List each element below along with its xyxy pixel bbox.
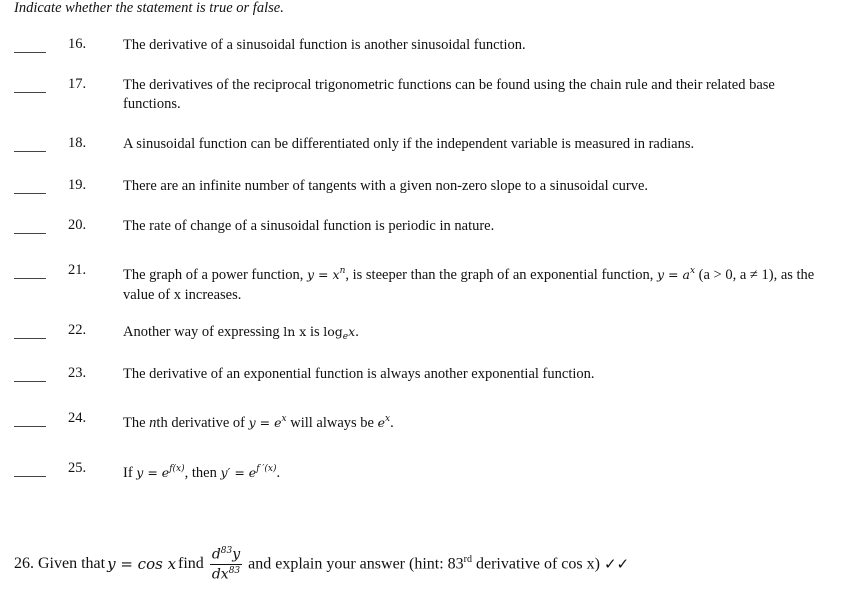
question-number: 21. xyxy=(68,262,87,278)
q26-suffix-end: derivative of cos x) xyxy=(472,555,600,573)
exponent: x xyxy=(689,266,696,276)
math-expression: y′ = e xyxy=(220,465,257,480)
question-text: There are an infinite number of tangents with a given non-zero slope to a sinusoidal curve. xyxy=(123,178,649,194)
exponent: x xyxy=(281,414,287,424)
answer-blank-18[interactable] xyxy=(14,151,46,152)
derivative-fraction xyxy=(210,546,242,582)
q26-function: y = cos x xyxy=(107,555,177,573)
denominator-dx: dx xyxy=(211,566,229,583)
q26-suffix-text: and explain your answer (hint: 83 xyxy=(248,555,464,573)
text-segment: will always be xyxy=(286,415,378,431)
ordinal-suffix: rd xyxy=(463,554,472,566)
log-argument: x xyxy=(348,324,356,339)
text-segment: . xyxy=(276,465,281,481)
answer-blank-25[interactable] xyxy=(14,476,46,477)
exponent: n xyxy=(339,266,346,276)
text-segment: If xyxy=(123,465,137,481)
question-number: 23. xyxy=(68,365,87,381)
math-expression: y = e xyxy=(248,415,282,430)
ln-expression: ln x xyxy=(283,324,307,339)
answer-blank-21[interactable] xyxy=(14,278,46,279)
text-segment: , then xyxy=(184,465,221,481)
question-number: 16. xyxy=(68,36,87,52)
question-text xyxy=(123,410,823,433)
answer-blank-24[interactable] xyxy=(14,426,46,427)
text-segment: The xyxy=(123,415,150,431)
derivative-formula xyxy=(220,465,276,480)
check-marks-icon: ✓✓ xyxy=(603,555,630,573)
q26-find: find xyxy=(178,555,204,572)
question-text: The derivatives of the reciprocal trigonometric functions can be found using the chain rule and their related base functions. xyxy=(123,77,775,112)
numerator-d: d xyxy=(211,546,221,563)
question-text: A sinusoidal function can be differentiated only if the independent variable is measured in radians. xyxy=(123,136,695,152)
q26-prefix: 26. Given that xyxy=(14,555,106,572)
text-segment: (a > 0, a ≠ 1), as the value of x increases. xyxy=(123,267,815,303)
text-segment: Another way of expressing xyxy=(123,324,284,340)
question-number: 19. xyxy=(68,177,87,193)
log-word: log xyxy=(323,324,343,339)
power-function-formula xyxy=(307,267,345,282)
math-expression: y = e xyxy=(136,465,170,480)
log-expression xyxy=(323,324,356,342)
text-segment: The graph of a power function, xyxy=(123,267,308,283)
answer-blank-20[interactable] xyxy=(14,233,46,234)
question-number: 17. xyxy=(68,76,87,92)
function-formula xyxy=(136,465,184,480)
numerator-var: y xyxy=(232,546,241,563)
answer-blank-17[interactable] xyxy=(14,92,46,93)
exponent: f ′(x) xyxy=(256,464,277,474)
fraction-numerator xyxy=(210,546,242,565)
question-text: The rate of change of a sinusoidal function is periodic in nature. xyxy=(123,218,495,234)
text-segment-italic: n xyxy=(149,415,157,431)
exponential-function-formula xyxy=(657,267,695,282)
exponent: x xyxy=(385,414,391,424)
question-text xyxy=(123,460,823,483)
math-expression: e xyxy=(377,415,386,430)
instructions: Indicate whether the statement is true or false. xyxy=(14,0,284,16)
question-26 xyxy=(14,542,629,586)
exponent: f(x) xyxy=(169,464,185,474)
text-segment: , is steeper than the graph of an exponential function, xyxy=(345,267,658,283)
question-text: The derivative of a sinusoidal function is another sinusoidal function. xyxy=(123,37,526,53)
answer-blank-22[interactable] xyxy=(14,338,46,339)
question-number: 18. xyxy=(68,135,87,151)
denominator-order: 83 xyxy=(228,565,241,576)
math-expression: y = x xyxy=(307,267,340,282)
answer-blank-16[interactable] xyxy=(14,52,46,53)
question-text: The derivative of an exponential function is always another exponential function. xyxy=(123,366,595,382)
exponential-result xyxy=(378,415,390,430)
text-segment: . xyxy=(355,324,359,340)
question-number: 22. xyxy=(68,322,87,338)
log-base: e xyxy=(342,332,349,342)
answer-blank-23[interactable] xyxy=(14,381,46,382)
question-text xyxy=(123,261,818,305)
text-segment: . xyxy=(390,415,394,431)
question-number: 20. xyxy=(68,217,87,233)
fraction-denominator xyxy=(210,565,242,583)
text-segment: is xyxy=(306,324,324,340)
numerator-order: 83 xyxy=(220,545,233,556)
text-segment: th derivative of xyxy=(156,415,249,431)
question-text xyxy=(123,322,823,347)
exponential-formula xyxy=(249,415,287,430)
answer-blank-19[interactable] xyxy=(14,193,46,194)
math-expression: y = a xyxy=(657,267,690,282)
question-number: 24. xyxy=(68,410,87,426)
q26-suffix xyxy=(248,554,600,573)
question-number: 25. xyxy=(68,460,87,476)
